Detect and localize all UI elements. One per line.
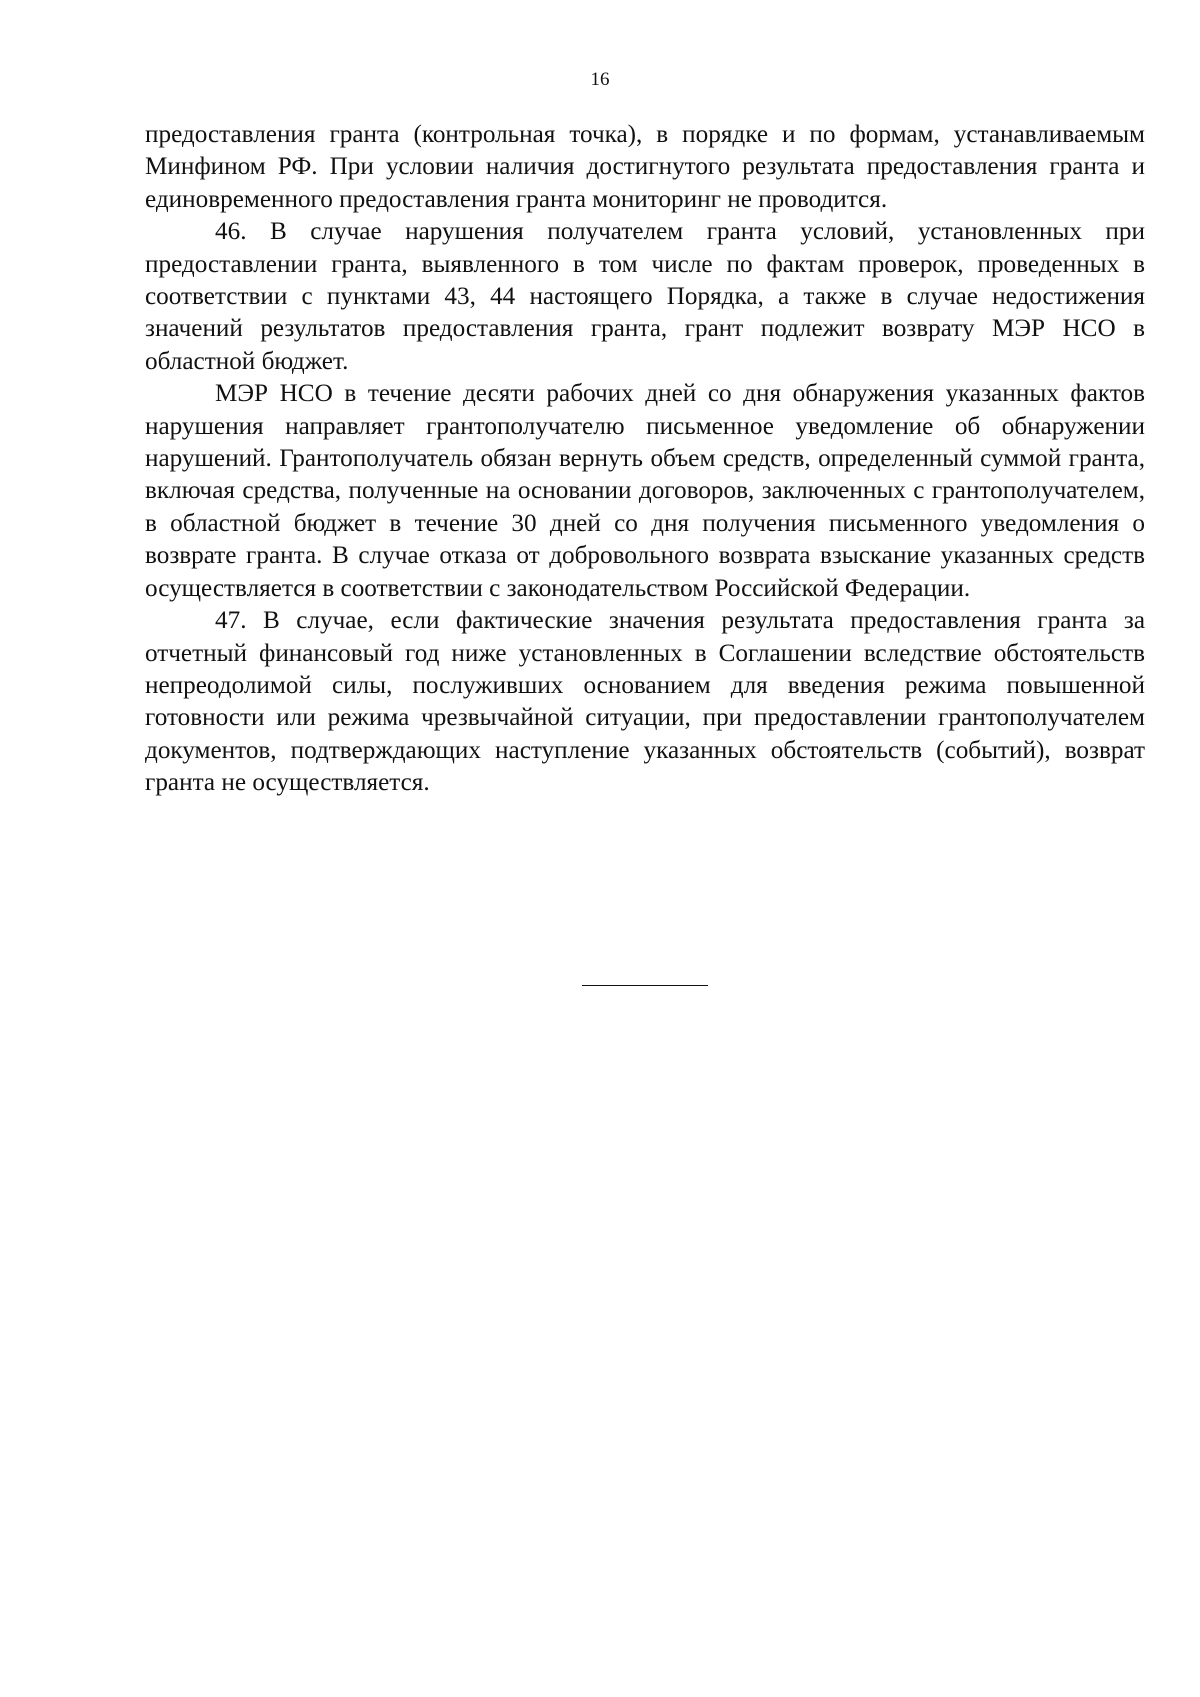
paragraph-clause-46-notice: МЭР НСО в течение десяти рабочих дней со дня обнаружения указанных фактов нарушения направляет грантополучателю письменное уведомление об обнаружении нарушений. Грантополучатель обязан вернуть объем средств, определенный суммой гранта, включая средства, полученные на основании договоров, заключенных с грантополучателем, в областной бюджет в течение 30 дней со дня получения письменного уведомления о возврате гранта. В случае отказа от добровольного возврата взыскание указанных средств осуществляется в соответствии с законодательством Российской Федерации. bbox=[145, 380, 1145, 602]
end-of-document-rule bbox=[582, 985, 708, 986]
paragraph-clause-46: 46. В случае нарушения получателем гранта условий, установленных при предоставлении гранта, выявленного в том числе по фактам проверок, проведенных в соответствии с пунктами 43, 44 настоящего Порядка, а также в случае недостижения значений результатов предоставления гранта, грант подлежит возврату МЭР НСО в областной бюджет. bbox=[145, 218, 1145, 375]
paragraph-clause-47: 47. В случае, если фактические значения результата предоставления гранта за отчетный финансовый год ниже установленных в Соглашении вследствие обстоятельств непреодолимой силы, послуживших основанием для введения режима повышенной готовности или режима чрезвычайной ситуации, при предоставлении грантополучателем документов, подтверждающих наступление указанных обстоятельств (событий), возврат гранта не осуществляется. bbox=[145, 607, 1145, 797]
page-number: 16 bbox=[590, 69, 610, 90]
document-body bbox=[145, 119, 1145, 800]
paragraph-continuation: предоставления гранта (контрольная точка), в порядке и по формам, устанавливаемым Минфином РФ. При условии наличия достигнутого результата предоставления гранта и единовременного предоставления гранта мониторинг не проводится. bbox=[145, 121, 1145, 213]
